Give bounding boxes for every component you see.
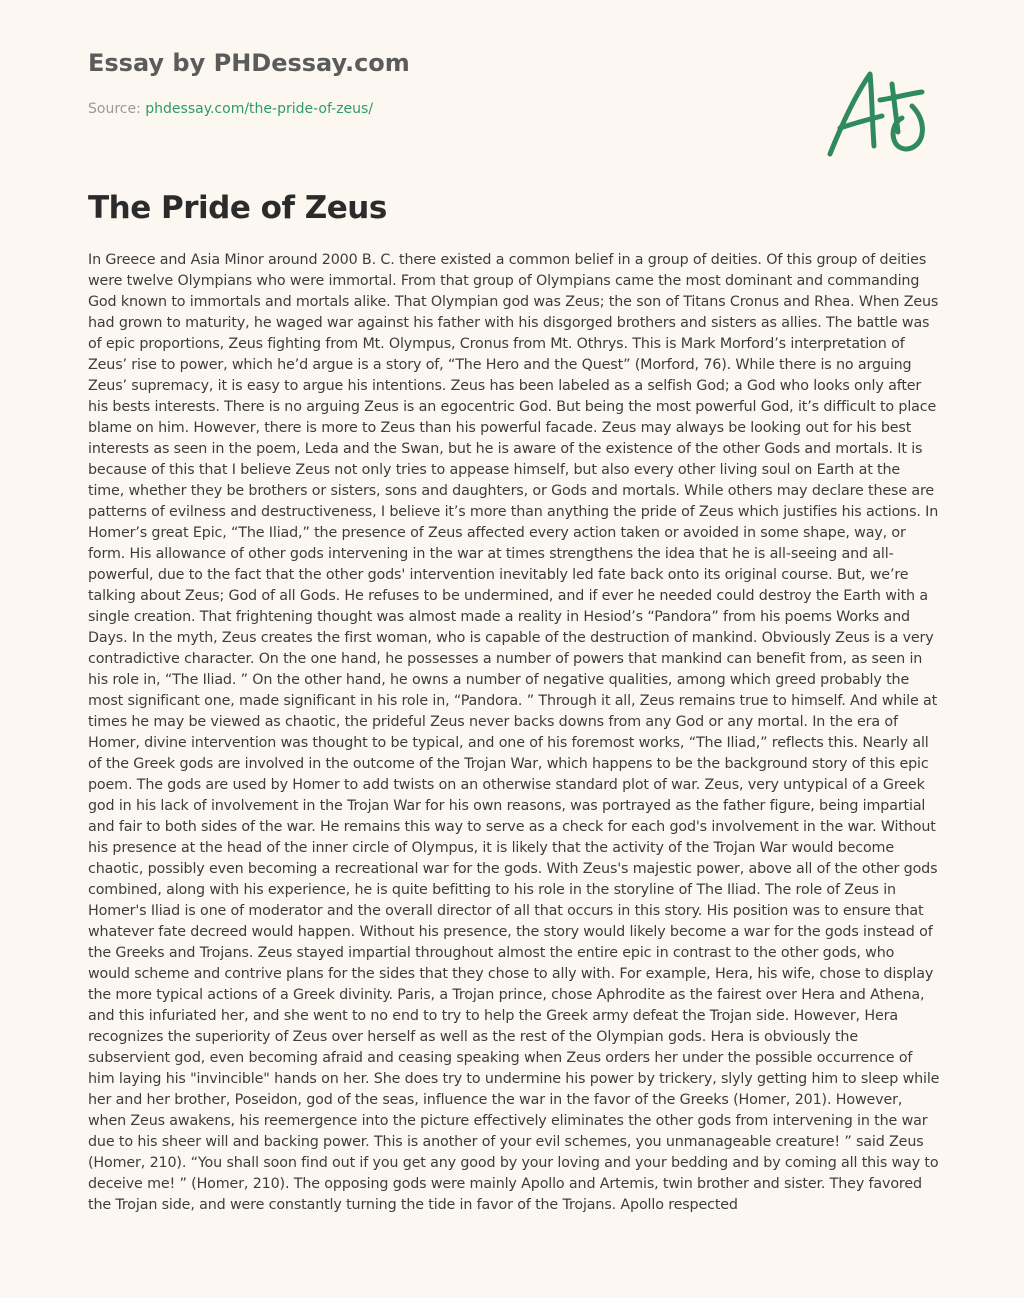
essay-body: In Greece and Asia Minor around 2000 B. C. there existed a common belief in a group of deities. Of this group of deities were twelve Olympians who were immortal. From that group of Olympians came the most dominant and commanding God known to immortals and mortals alike. That Olympian god was Zeus; the son of Titans Cronus and Rhea. When Zeus had grown to maturity, he waged war against his father with his disgorged brothers and sisters as allies. The battle was of epic proportions, Zeus fighting from Mt. Olympus, Cronus from Mt. Othrys. This is Mark Morford’s interpretation of Zeus’ rise to power, which he’d argue is a story of, “The Hero and the Quest” (Morford, 76). While there is no arguing Zeus’ supremacy, it is easy to argue his intentions. Zeus has been labeled as a selfish God; a God who looks only after his bests interests. There is no arguing Zeus is an egocentric God. But being the most powerful God, it’s difficult to place blame on him. However, there is more to Zeus than his powerful facade. Zeus may always be looking out for his best interests as seen in the poem, Leda and the Swan, but he is aware of the existence of the other Gods and mortals. It is because of this that I believe Zeus not only tries to appease himself, but also every other living soul on Earth at the time, whether they be brothers or sisters, sons and daughters, or Gods and mortals. While others may declare these are patterns of evilness and destructiveness, I believe it’s more than anything the pride of Zeus which justifies his actions. In Homer’s great Epic, “The Iliad,” the presence of Zeus affected every action taken or avoided in some shape, way, or form. His allowance of other gods intervening in the war at times strengthens the idea that he is all-seeing and all-powerful, due to the fact that the other gods' intervention inevitably led fate back onto its original course. But, we’re talking about Zeus; God of all Gods. He refuses to be undermined, and if ever he needed could destroy the Earth with a single creation. That frightening thought was almost made a reality in Hesiod’s “Pandora” from his poems Works and Days. In the myth, Zeus creates the first woman, who is capable of the destruction of mankind. Obviously Zeus is a very contradictive character. On the one hand, he possesses a number of powers that mankind can benefit from, as seen in his role in, “The Iliad. ” On the other hand, he owns a number of negative qualities, among which greed probably the most significant one, made significant in his role in, “Pandora. ” Through it all, Zeus remains true to himself. And while at times he may be viewed as chaotic, the prideful Zeus never backs downs from any God or any mortal. In the era of Homer, divine intervention was thought to be typical, and one of his foremost works, “The Iliad,” reflects this. Nearly all of the Greek gods are involved in the outcome of the Trojan War, which happens to be the background story of this epic poem. The gods are used by Homer to add twists on an otherwise standard plot of war. Zeus, very untypical of a Greek god in his lack of involvement in the Trojan War for his own reasons, was portrayed as the father figure, being impartial and fair to both sides of the war. He remains this way to serve as a check for each god's involvement in the war. Without his presence at the head of the inner circle of Olympus, it is likely that the activity of the Trojan War would become chaotic, possibly even becoming a recreational war for the gods. With Zeus's majestic power, above all of the other gods combined, along with his experience, he is quite befitting to his role in the storyline of The Iliad. The role of Zeus in Homer's Iliad is one of moderator and the overall director of all that occurs in this story. His position was to ensure that whatever fate decreed would happen. Without his presence, the story would likely become a war for the gods instead of the Greeks and Trojans. Zeus stayed impartial throughout almost the entire epic in contrast to the other gods, who would scheme and contrive plans for the sides that they chose to ally with. For example, Hera, his wife, chose to display the more typical actions of a Greek divinity. Paris, a Trojan prince, chose Aphrodite as the fairest over Hera and Athena, and this infuriated her, and she went to no end to try to help the Greek army defeat the Trojan side. However, Hera recognizes the superiority of Zeus over herself as well as the rest of the Olympian gods. Hera is obviously the subservient god, even becoming afraid and ceasing speaking when Zeus orders her under the possible occurrence of him laying his "invincible" hands on her. She does try to undermine his power by trickery, slyly getting him to sleep while her and her brother, Poseidon, god of the seas, influence the war in the favor of the Greeks (Homer, 201). However, when Zeus awakens, his reemergence into the picture effectively eliminates the other gods from intervening in the war due to his sheer will and backing power. This is another of your evil schemes, you unmanageable creature! ” said Zeus (Homer, 210). “You shall soon find out if you get any good by your loving and your bedding and by coming all this way to deceive me! ” (Homer, 210). The opposing gods were mainly Apollo and Artemis, twin brother and sister. They favored the Trojan side, and were constantly turning the tide in favor of the Trojans. Apollo respected: [88, 252, 940, 1213]
source-link[interactable]: phdessay.com/the-pride-of-zeus/: [145, 101, 374, 117]
site-brand: Essay by PHDessay.com: [88, 49, 410, 77]
essay-title: The Pride of Zeus: [88, 190, 387, 226]
source-label: Source:: [88, 101, 146, 117]
a-plus-logo-svg: [822, 64, 930, 162]
a-plus-grade-icon: [822, 64, 930, 162]
source-line: [88, 101, 373, 117]
essay-body-container: [88, 250, 940, 1252]
